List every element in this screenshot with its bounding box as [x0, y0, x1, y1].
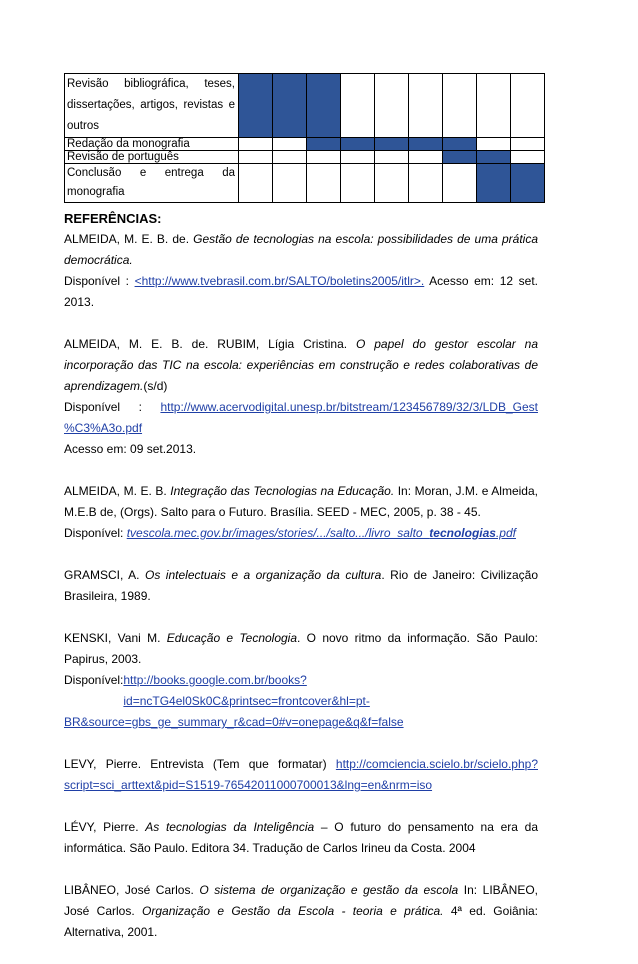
reference-title: Gestão de tecnologias na escola: possibilidades de uma prática democrática. — [64, 232, 538, 267]
schedule-cell — [307, 74, 341, 138]
schedule-cell — [273, 151, 307, 164]
reference-link[interactable] — [127, 526, 516, 540]
schedule-cell — [477, 151, 511, 164]
reference-entry — [64, 481, 538, 544]
schedule-cell — [375, 164, 409, 203]
reference-date: (s/d) — [143, 379, 168, 393]
reference-author: LÉVY, Pierre. — [64, 820, 146, 834]
reference-details: 4ª ed. Goiânia: Alternativa, 2001. — [64, 904, 539, 939]
schedule-cell — [409, 138, 443, 151]
schedule-cell — [409, 164, 443, 203]
schedule-cell — [375, 151, 409, 164]
reference-link-continued[interactable]: BR&source=gbs_ge_summary_r&cad=0#v=onepage&q&f=false — [64, 715, 404, 729]
link-part: .pdf — [495, 526, 516, 540]
schedule-cell — [239, 138, 273, 151]
schedule-cell — [477, 138, 511, 151]
reference-author: ALMEIDA, M. E. B. — [64, 484, 171, 498]
schedule-cell — [511, 164, 545, 203]
reference-entry — [64, 229, 538, 313]
reference-title: O papel do gestor escolar na incorporação das TIC na escola: experiências em construção e redes colaborativas de aprendizagem. — [64, 337, 538, 393]
reference-details: In: LIBÂNEO, José Carlos. — [64, 883, 539, 918]
reference-word: (Tem — [212, 757, 240, 771]
schedule-task: Redação da monografia — [65, 138, 239, 151]
reference-details: . O novo ritmo da informação. São Paulo: Papirus, 2003. — [64, 631, 538, 666]
reference-word: Entrevista — [150, 757, 204, 771]
reference-entry — [64, 334, 538, 460]
reference-author: ALMEIDA, M. E. B. de. RUBIM, Lígia Cristina. — [64, 337, 357, 351]
schedule-cell — [443, 164, 477, 203]
schedule-cell — [341, 74, 375, 138]
schedule-cell — [239, 151, 273, 164]
schedule-cell — [341, 151, 375, 164]
reference-author: GRAMSCI, A. — [64, 568, 145, 582]
references-section — [64, 209, 538, 964]
schedule-row — [65, 151, 545, 164]
schedule-row — [65, 164, 545, 203]
reference-author: KENSKI, Vani M. — [64, 631, 167, 645]
references-heading: REFERÊNCIAS: — [64, 211, 162, 226]
reference-entry — [64, 628, 538, 733]
schedule-cell — [443, 74, 477, 138]
reference-title: O sistema de organização e gestão da escola — [199, 883, 459, 897]
reference-author: ALMEIDA, M. E. B. de. — [64, 232, 194, 246]
schedule-cell — [273, 138, 307, 151]
reference-title: Integração das Tecnologias na Educação. — [170, 484, 395, 498]
reference-entry — [64, 817, 538, 859]
schedule-cell — [477, 74, 511, 138]
schedule-cell — [273, 74, 307, 138]
schedule-cell — [307, 164, 341, 203]
schedule-cell — [307, 138, 341, 151]
link-part: tvescola.mec.gov.br/images/stories/.../salto.../livro_salto_ — [126, 526, 430, 540]
availability-line — [64, 670, 538, 712]
schedule-cell — [375, 138, 409, 151]
reference-details: In: Moran, J.M. e Almeida, M.E.B de, (Orgs). Salto para o Futuro. Brasília. SEED - MEC, 2005, p. 38 - 45. — [64, 484, 538, 519]
reference-entry — [64, 754, 538, 796]
reference-link-continued[interactable]: script=sci_arttext&pid=S1519-76542011000700013&lng=en&nrm=iso — [64, 778, 433, 792]
reference-title: Organização e Gestão da Escola - teoria e prática. — [142, 904, 444, 918]
reference-title: Educação e Tecnologia — [166, 631, 298, 645]
schedule-cell — [511, 151, 545, 164]
schedule-cell — [341, 164, 375, 203]
access-date: Acesso em: 12 set. 2013. — [64, 274, 539, 309]
reference-title: As tecnologias da Inteligência — [145, 820, 315, 834]
schedule-cell — [409, 151, 443, 164]
availability-line — [64, 397, 538, 418]
schedule-cell — [511, 138, 545, 151]
schedule-cell — [375, 74, 409, 138]
availability-label: Disponível : — [64, 274, 135, 288]
schedule-cell — [239, 164, 273, 203]
reference-link[interactable]: http://comciencia.scielo.br/scielo.php? — [335, 757, 538, 771]
schedule-row — [65, 138, 545, 151]
reference-line — [64, 754, 538, 775]
schedule-cell — [307, 151, 341, 164]
reference-word: LEVY, — [64, 757, 97, 771]
reference-title: Os intelectuais e a organização da cultura — [144, 568, 382, 582]
reference-link[interactable]: <http://www.tvebrasil.com.br/SALTO/boletins2005/itlr>. — [134, 274, 425, 288]
schedule-cell — [341, 138, 375, 151]
reference-link[interactable]: http://books.google.com.br/books?id=ncTG4el0Sk0C&printsec=frontcover&hl=pt- — [123, 673, 370, 708]
schedule-cell — [511, 74, 545, 138]
schedule-cell — [409, 74, 443, 138]
schedule-row — [65, 74, 545, 138]
reference-link-continued[interactable]: %C3%A3o.pdf — [64, 421, 143, 435]
schedule-task: Revisão de português — [65, 151, 239, 164]
availability-colon: : — [138, 400, 142, 414]
availability-label: Disponível: — [64, 526, 127, 540]
link-part-bold: tecnologias — [429, 526, 496, 540]
reference-word: Pierre. — [105, 757, 142, 771]
schedule-cell — [239, 74, 273, 138]
reference-entry — [64, 880, 538, 943]
reference-author: LIBÂNEO, José Carlos. — [64, 883, 200, 897]
schedule-table — [64, 73, 545, 203]
schedule-cell — [273, 164, 307, 203]
schedule-task: Conclusão e entrega da monografia — [65, 164, 239, 203]
availability-label: Disponível: — [64, 673, 124, 687]
reference-details: – O futuro do pensamento na era da informática. São Paulo. Editora 34. Tradução de Carlos Irineu da Costa. 2004 — [64, 820, 538, 855]
schedule-cell — [443, 138, 477, 151]
reference-entry — [64, 565, 538, 607]
access-date: Acesso em: 09 set.2013. — [64, 442, 197, 456]
reference-word: que — [248, 757, 269, 771]
reference-details: . Rio de Janeiro: Civilização Brasileira, 1989. — [64, 568, 538, 603]
reference-link[interactable]: http://www.acervodigital.unesp.br/bitstream/123456789/32/3/LDB_Gest — [160, 400, 538, 414]
reference-word: formatar) — [277, 757, 327, 771]
schedule-cell — [443, 151, 477, 164]
availability-label: Disponível — [64, 400, 121, 414]
schedule-task: Revisão bibliográfica, teses, dissertações, artigos, revistas e outros — [65, 74, 239, 138]
schedule-cell — [477, 164, 511, 203]
